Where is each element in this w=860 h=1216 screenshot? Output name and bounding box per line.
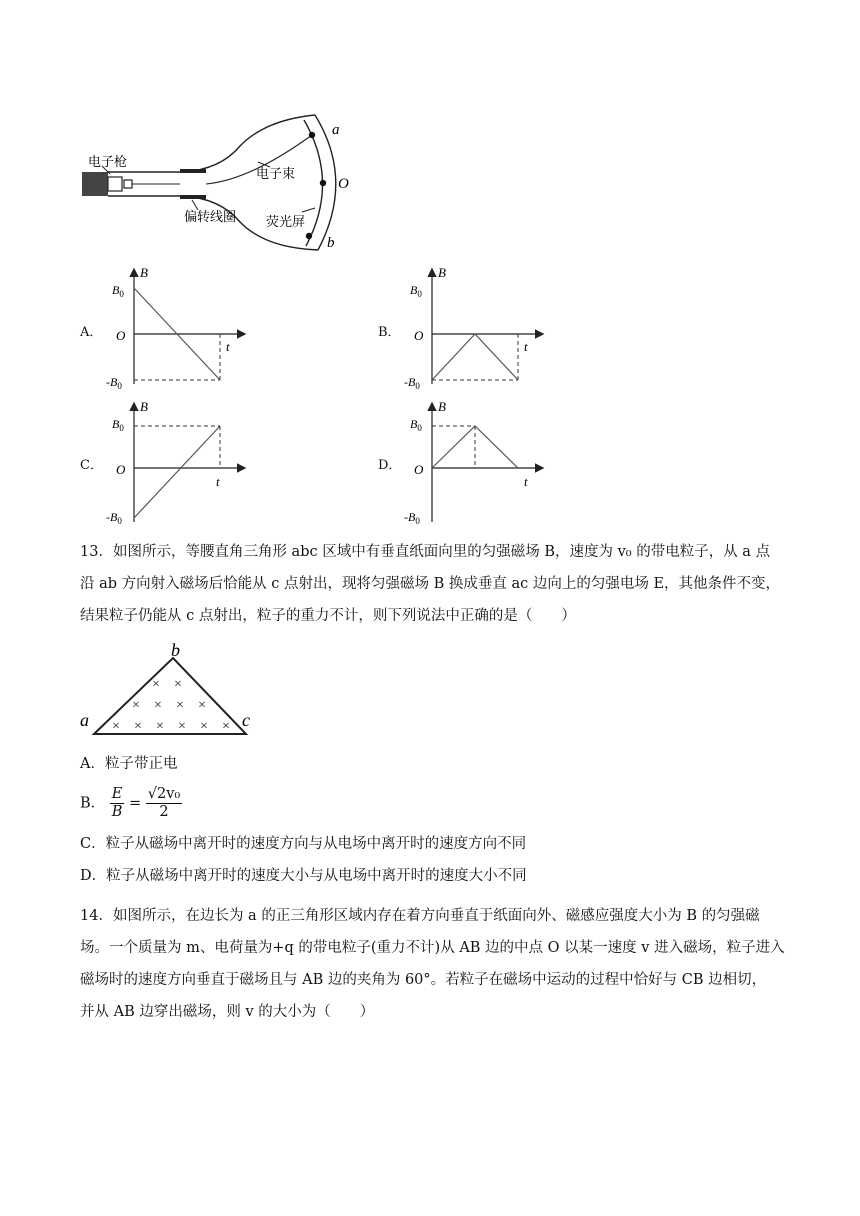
q13-option-a[interactable]: A．粒子带正电 [80, 756, 178, 772]
crt-diagram [80, 110, 370, 260]
option-a-label[interactable]: A． [80, 325, 103, 340]
svg-text:×: × [132, 698, 140, 713]
graph-c [82, 398, 282, 528]
magnetic-field-crosses [112, 677, 230, 734]
q13-option-b[interactable] [80, 786, 182, 826]
equals-sign: = [128, 795, 142, 812]
graph-b-b0: $B_0$ [410, 283, 422, 299]
vertex-c-label: c [242, 710, 250, 730]
svg-text:×: × [156, 719, 164, 734]
q13-line-3: 结果粒子仍能从 c 点射出，粒子的重力不计，则下列说法中正确的是（ ） [80, 608, 576, 624]
svg-text:×: × [198, 698, 206, 713]
graph-b-x-axis: t [524, 339, 528, 354]
graph-a-y-axis: B [140, 265, 148, 280]
q14-line-4: 并从 AB 边穿出磁场，则 v 的大小为（ ） [80, 1004, 375, 1020]
q14-line-1: 14．如图所示，在边长为 a 的正三角形区域内存在着方向垂直于纸面向外、磁感应强度大小为 B 的匀强磁 [80, 908, 760, 924]
graph-c-line [134, 426, 220, 518]
point-b-dot [306, 233, 312, 239]
q13-line-1: 13．如图所示，等腰直角三角形 abc 区域中有垂直纸面向里的匀强磁场 B，速度为 v₀ 的带电粒子，从 a 点 [80, 544, 771, 560]
graph-b-y-axis: B [438, 265, 446, 280]
q14-line-3: 磁场时的速度方向垂直于磁场且与 AB 边的夹角为 60°。若粒子在磁场中运动的过程中恰好与 CB 边相切， [80, 972, 767, 988]
svg-text:×: × [112, 719, 120, 734]
fraction-e-over-b: $\frac{E}{B}$ [111, 786, 123, 820]
graph-d-origin: O [414, 462, 424, 477]
graph-d-y-axis: B [438, 399, 446, 414]
svg-text:×: × [200, 719, 208, 734]
graph-d-b0: $B_0$ [410, 417, 422, 433]
graph-c-x-axis: t [216, 474, 220, 489]
graph-a [82, 264, 282, 394]
point-b-label: b [327, 235, 335, 251]
q13-line-2: 沿 ab 方向射入磁场后恰能从 c 点射出，现将匀强磁场 B 换成垂直 ac 边向上的匀强电场 E，其他条件不变， [80, 576, 781, 592]
graph-a-x-axis: t [226, 339, 230, 354]
option-b-label[interactable]: B． [378, 325, 401, 340]
graph-c-b0: $B_0$ [112, 417, 124, 433]
electron-gun-label: 电子枪 [88, 155, 128, 170]
q13-option-c[interactable]: C．粒子从磁场中离开时的速度方向与从电场中离开时的速度方向不同 [80, 836, 527, 852]
point-a-label: a [332, 122, 340, 138]
q14-line-2: 场。一个质量为 m、电荷量为+q 的带电粒子(重力不计)从 AB 边的中点 O 以某一速度 v 进入磁场，粒子进入 [80, 940, 785, 956]
graph-d-x-axis: t [524, 474, 528, 489]
electron-gun-body [82, 172, 108, 196]
graph-b-origin: O [414, 328, 424, 343]
fluorescent-screen-label: 荧光屏 [266, 215, 306, 230]
option-d-label[interactable]: D． [378, 458, 402, 473]
svg-text:×: × [134, 719, 142, 734]
svg-text:×: × [152, 677, 160, 692]
svg-text:×: × [154, 698, 162, 713]
vertex-b-label: b [171, 642, 180, 660]
svg-text:×: × [178, 719, 186, 734]
graph-c-neg-b0: $-B_0$ [106, 510, 122, 526]
electron-beam-label: 电子束 [256, 167, 296, 182]
graph-a-b0: $B_0$ [112, 283, 124, 299]
fraction-root2-v0-over-2: $\frac{\text{√2v₀}}{2}$ [147, 786, 181, 820]
q13-option-b-label: B． [80, 795, 106, 812]
graph-b [380, 264, 580, 394]
graph-b-line [432, 334, 518, 380]
point-a-dot [309, 132, 315, 138]
graph-c-origin: O [116, 462, 126, 477]
svg-text:×: × [174, 677, 182, 692]
graph-c-y-axis: B [140, 399, 148, 414]
graph-d-neg-b0: $-B_0$ [404, 510, 420, 526]
svg-text:×: × [176, 698, 184, 713]
point-o-label: O [338, 176, 349, 192]
svg-text:×: × [222, 719, 230, 734]
triangle-abc-diagram [78, 642, 268, 742]
point-o-dot [320, 180, 326, 186]
q13-option-d[interactable]: D．粒子从磁场中离开时的速度大小与从电场中离开时的速度大小不同 [80, 868, 527, 884]
graph-b-neg-b0: $-B_0$ [404, 375, 420, 391]
vertex-a-label: a [80, 710, 89, 730]
graph-a-origin: O [116, 328, 126, 343]
deflection-coil-label: 偏转线圈 [184, 210, 237, 225]
option-c-label[interactable]: C． [80, 458, 103, 473]
graph-a-neg-b0: $-B_0$ [106, 375, 122, 391]
graph-d [380, 398, 580, 528]
